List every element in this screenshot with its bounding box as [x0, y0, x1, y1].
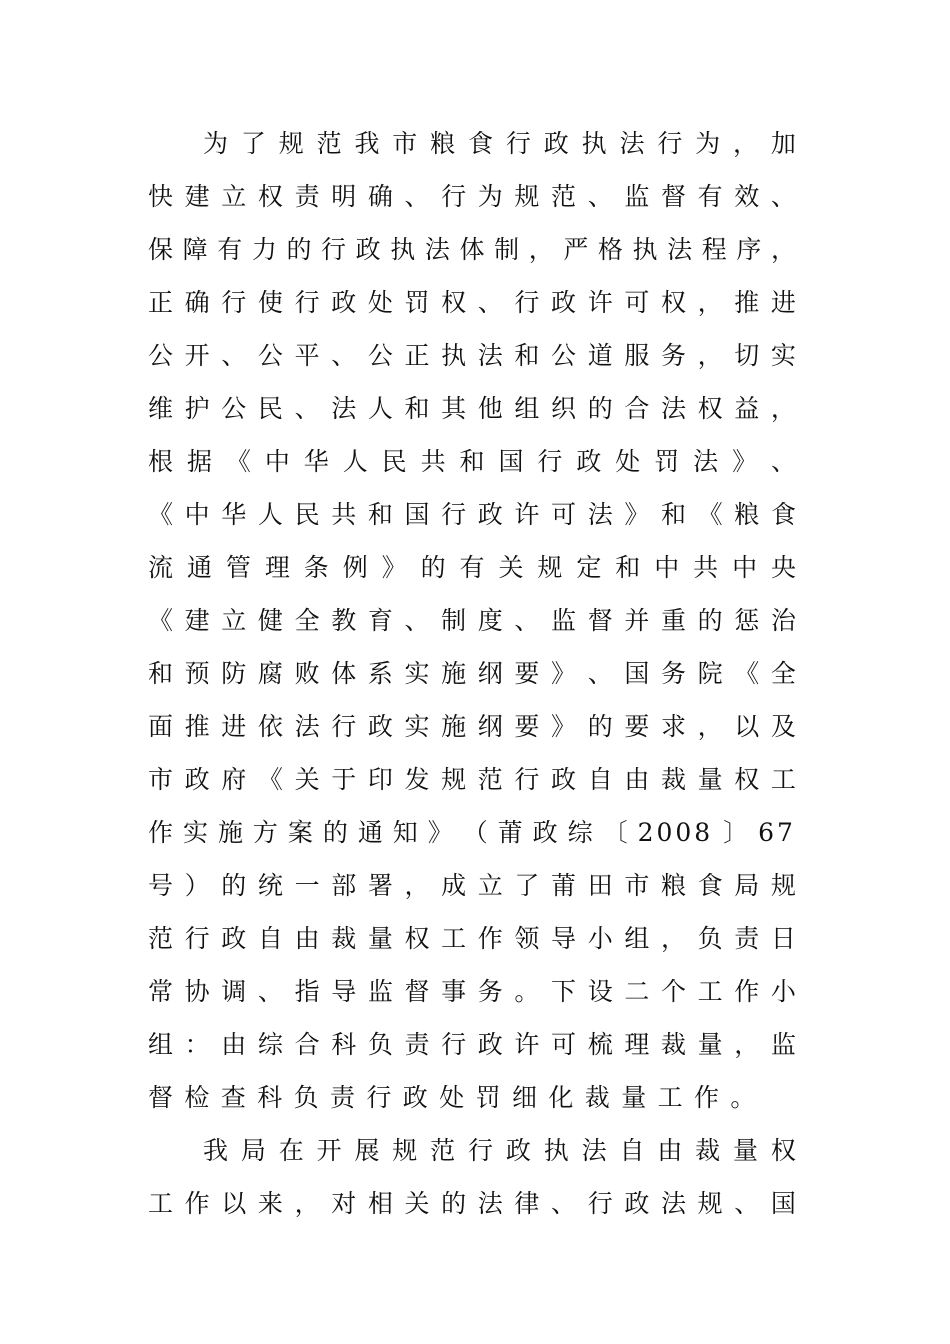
text-line: 维 护 公 民 、 法 人 和 其 他 组 织 的 合 法 权 益 ， — [148, 394, 796, 423]
text-line: 我 局 在 开 展 规 范 行 政 执 法 自 由 裁 量 权 — [203, 1136, 796, 1165]
text-line: 正 确 行 使 行 政 处 罚 权 、 行 政 许 可 权 ， 推 进 — [148, 288, 796, 317]
text-line: 常 协 调 、 指 导 监 督 事 务 。 下 设 二 个 工 作 小 — [148, 977, 796, 1006]
text-line: 《 建 立 健 全 教 育 、 制 度 、 监 督 并 重 的 惩 治 — [148, 606, 796, 635]
text-line: 范 行 政 自 由 裁 量 权 工 作 领 导 小 组 ， 负 责 日 — [148, 924, 796, 953]
text-line: 快 建 立 权 责 明 确 、 行 为 规 范 、 监 督 有 效 、 — [148, 182, 796, 211]
text-line: 督检查科负责行政处罚细化裁量工作。 — [148, 1083, 767, 1112]
text-line: 市 政 府 《 关 于 印 发 规 范 行 政 自 由 裁 量 权 工 — [148, 765, 796, 794]
text-line: 作 实 施 方 案 的 通 知 》 （ 莆 政 综 〔 2008 〕 67 — [148, 818, 796, 847]
text-line: 工 作 以 来 ， 对 相 关 的 法 律 、 行 政 法 规 、 国 — [148, 1189, 796, 1218]
text-line: 为 了 规 范 我 市 粮 食 行 政 执 法 行 为 ， 加 — [203, 129, 796, 158]
text-line: 组 ： 由 综 合 科 负 责 行 政 许 可 梳 理 裁 量 ， 监 — [148, 1030, 796, 1059]
text-line: 号 ） 的 统 一 部 署 ， 成 立 了 莆 田 市 粮 食 局 规 — [148, 871, 796, 900]
text-line: 面 推 进 依 法 行 政 实 施 纲 要 》 的 要 求 ， 以 及 — [148, 712, 796, 741]
text-line: 保 障 有 力 的 行 政 执 法 体 制 ， 严 格 执 法 程 序 ， — [148, 235, 796, 264]
text-line: 公 开 、 公 平 、 公 正 执 法 和 公 道 服 务 ， 切 实 — [148, 341, 796, 370]
text-line: 和 预 防 腐 败 体 系 实 施 纲 要 》 、 国 务 院 《 全 — [148, 659, 796, 688]
text-line: 《 中 华 人 民 共 和 国 行 政 许 可 法 》 和 《 粮 食 — [148, 500, 796, 529]
text-line: 根 据 《 中 华 人 民 共 和 国 行 政 处 罚 法 》 、 — [148, 447, 797, 476]
text-line: 流 通 管 理 条 例 》 的 有 关 规 定 和 中 共 中 央 — [148, 553, 797, 582]
